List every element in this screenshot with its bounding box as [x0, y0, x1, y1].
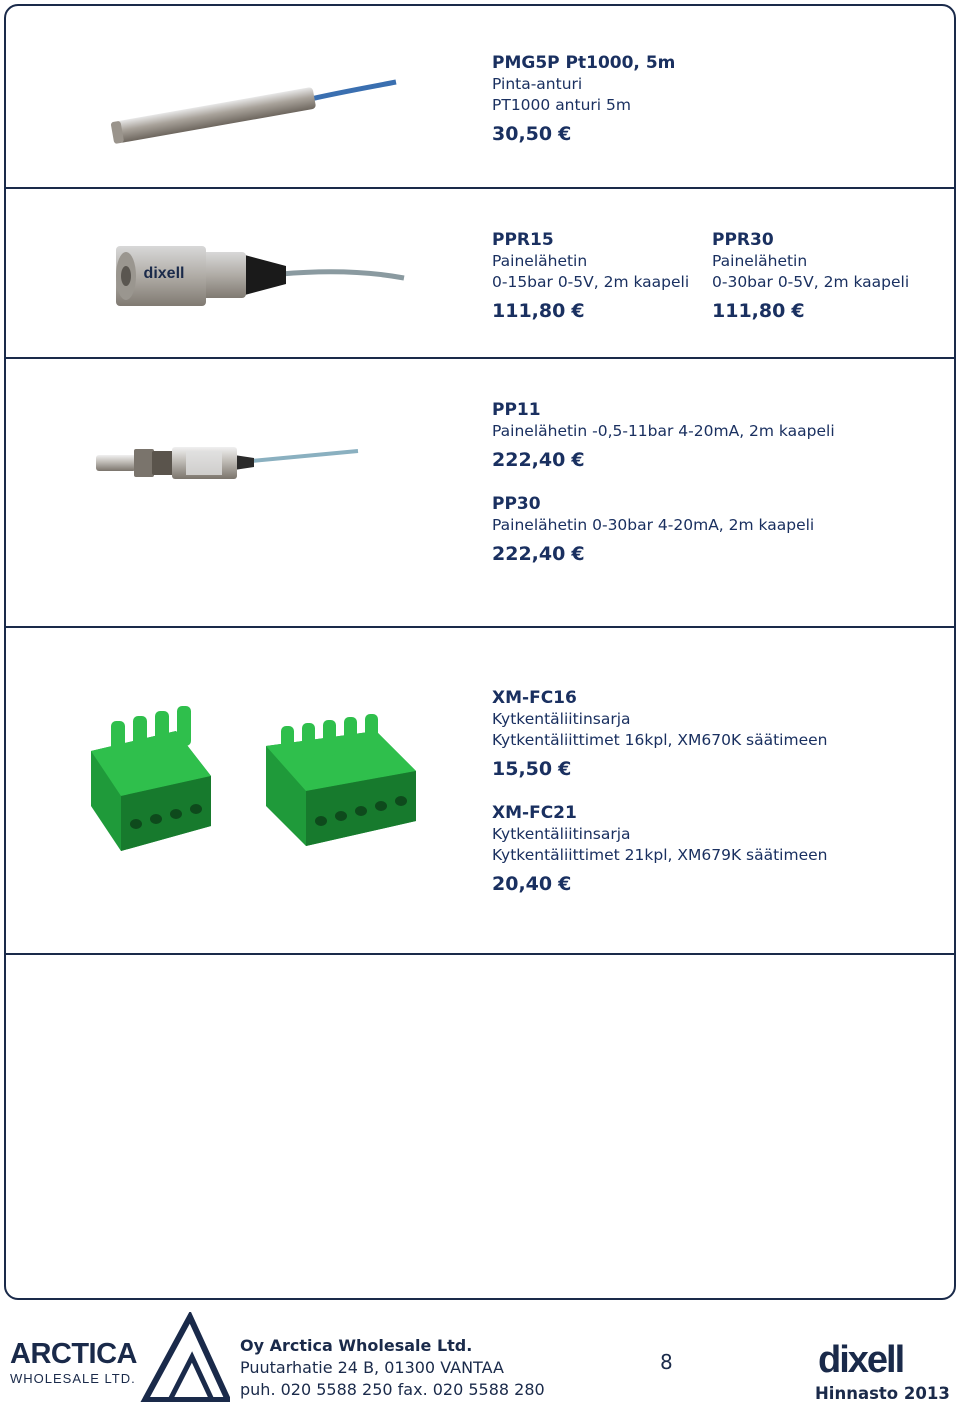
- product-code: PP11: [492, 400, 541, 420]
- dixell-logo: [818, 1338, 948, 1380]
- product-code: XM-FC21: [492, 803, 577, 823]
- arctica-logo-text: ARCTICA: [10, 1338, 137, 1370]
- price-value: 222,40: [492, 449, 566, 471]
- price-value: 111,80: [712, 300, 786, 322]
- product-desc-line: Painelähetin -0,5-11bar 4-20mA, 2m kaapeli: [492, 422, 835, 440]
- price-value: 222,40: [492, 543, 566, 565]
- euro-icon: €: [571, 449, 585, 471]
- arctica-logo-subtext: WHOLESALE LTD.: [10, 1371, 136, 1386]
- section-divider: [6, 187, 954, 189]
- product-price: [712, 299, 909, 323]
- product-price: [492, 299, 689, 323]
- euro-icon: €: [558, 873, 572, 895]
- product-pmg5p: [492, 52, 675, 146]
- product-pp11: [492, 399, 835, 472]
- product-price: [492, 542, 814, 566]
- terminal-block-4pin: [91, 706, 211, 851]
- product-desc-line: Kytkentäliittimet 16kpl, XM670K säätimeen: [492, 731, 828, 749]
- product-desc-line: PT1000 anturi 5m: [492, 96, 631, 114]
- euro-icon: €: [791, 300, 805, 322]
- arctica-mountain-icon: [140, 1312, 230, 1402]
- euro-icon: €: [558, 758, 572, 780]
- product-ppr30: [712, 229, 909, 323]
- product-desc-line: Kytkentäliittimet 21kpl, XM679K säätimeen: [492, 846, 828, 864]
- price-value: 30,50: [492, 123, 553, 145]
- terminal-block-5pin: [266, 714, 416, 846]
- price-value: 20,40: [492, 873, 553, 895]
- page-footer: [0, 1300, 960, 1409]
- product-desc-line: Painelähetin: [492, 252, 588, 270]
- company-phone: puh. 020 5588 250 fax. 020 5588 280: [240, 1380, 545, 1399]
- product-desc-line: Pinta-anturi: [492, 75, 583, 93]
- company-address: Puutarhatie 24 B, 01300 VANTAA: [240, 1358, 504, 1377]
- section-divider: [6, 357, 954, 359]
- price-value: 111,80: [492, 300, 566, 322]
- terminal-block-image: [81, 706, 441, 856]
- company-name: Oy Arctica Wholesale Ltd.: [240, 1336, 473, 1355]
- product-xm-fc21: [492, 802, 827, 896]
- product-code: PMG5P Pt1000, 5m: [492, 53, 676, 73]
- section-divider: [6, 953, 954, 955]
- product-price: [492, 872, 827, 896]
- price-value: 15,50: [492, 758, 553, 780]
- product-desc-line: Kytkentäliitinsarja: [492, 710, 631, 728]
- ppr-sensor-image: [106, 226, 406, 331]
- product-price: [492, 448, 835, 472]
- product-code: PP30: [492, 494, 541, 514]
- brand-label: dixell: [143, 265, 185, 282]
- product-xm-fc16: [492, 687, 827, 781]
- catalog-year-label: Hinnasto 2013: [815, 1384, 950, 1403]
- pt1000-sensor-image: [106, 66, 406, 156]
- product-code: PPR30: [712, 230, 774, 250]
- product-price: [492, 757, 827, 781]
- product-pp30: [492, 493, 814, 566]
- product-desc-line: 0-15bar 0-5V, 2m kaapeli: [492, 273, 690, 291]
- section-divider: [6, 626, 954, 628]
- company-info: [240, 1335, 545, 1401]
- product-ppr15: [492, 229, 689, 323]
- product-desc-line: 0-30bar 0-5V, 2m kaapeli: [712, 273, 910, 291]
- product-desc-line: Painelähetin 0-30bar 4-20mA, 2m kaapeli: [492, 516, 815, 534]
- product-code: PPR15: [492, 230, 554, 250]
- brand-name: dixell: [818, 1339, 904, 1380]
- product-code: XM-FC16: [492, 688, 577, 708]
- euro-icon: €: [571, 300, 585, 322]
- pp-sensor-image: [86, 431, 386, 496]
- product-price: [492, 122, 675, 146]
- euro-icon: €: [571, 543, 585, 565]
- page-number: 8: [660, 1350, 673, 1374]
- euro-icon: €: [558, 123, 572, 145]
- product-desc-line: Kytkentäliitinsarja: [492, 825, 631, 843]
- catalog-frame: [4, 4, 956, 1300]
- product-desc-line: Painelähetin: [712, 252, 808, 270]
